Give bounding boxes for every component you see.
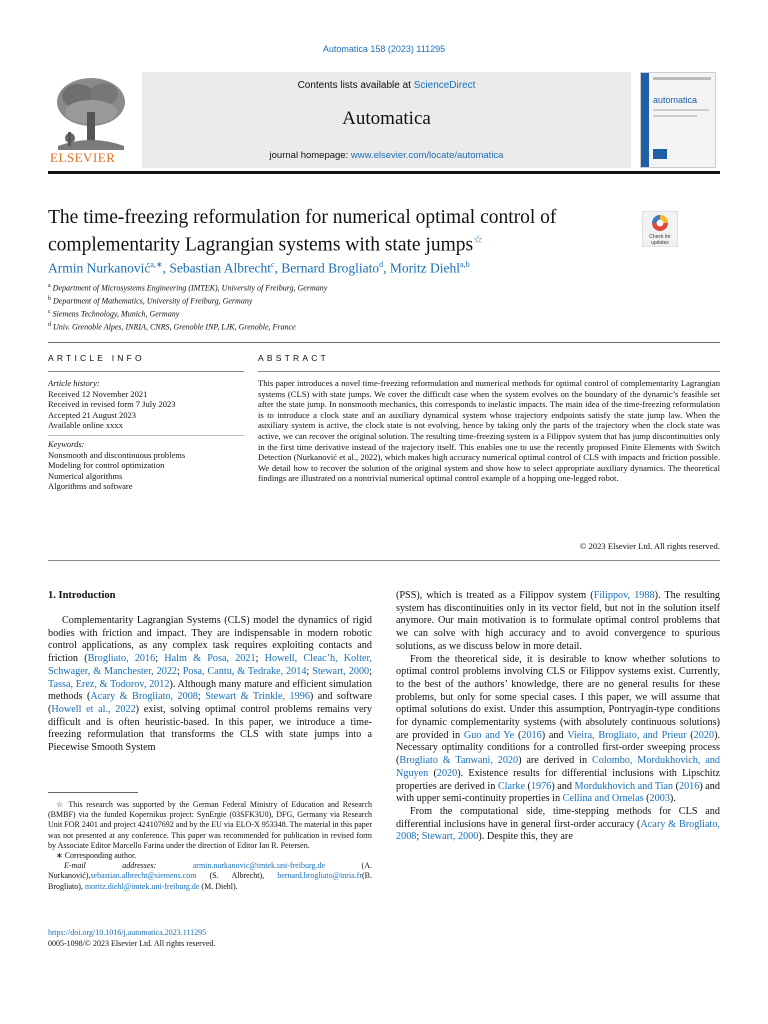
author-separator: , (274, 260, 282, 276)
funding-footnote-mark: ☆ (56, 800, 65, 809)
history-item: Received 12 November 2021 (48, 388, 148, 399)
abstract-text: This paper introduces a novel time-freezing reformulation and numerical methods for optimal control of complementarity Lagrangian systems (CLS) with state jumps. We cover the difficult case when the system evolves on the boundary of the dynamic’s feasible set after the state jump. In nonsmooth mechanics, this corresponds to inelastic impacts. The main idea of the time-freezing reformulation is to introduce a clock state and an auxiliary dynamical system whose trajectory endpoints satisfy the state jump law. When the auxiliary system is active, the clock state is not evolving, hence by taking only the parts of the trajectory when the clock state was active, we can recover the original solution. The resulting time-freezing system is a Filippov system that has jump discontinuities only in the first time derivative instead of the trajectory itself. This enables one to use the recently proposed Finite Elements with Switch Detection (Nurkanović et al., 2022), which makes high accuracy numerical optimal control of CLS with impacts and friction possible. We detail how to recover the solution of the original system and show how to select appropriate auxiliary dynamics. The theoretical findings are illustrated on a nontrivial numerical optimal control example of a hopping one-legged robot. (258, 378, 720, 484)
homepage-link[interactable]: www.elsevier.com/locate/automatica (350, 150, 504, 161)
text-run: ( (686, 729, 694, 741)
email-label: E-mail addresses: (64, 861, 157, 871)
history-item: Received in revised form 7 July 2023 (48, 399, 176, 410)
corresponding-text: Corresponding author. (64, 851, 137, 861)
info-separator (48, 435, 244, 436)
text-run: ) and software ( (48, 691, 372, 715)
doi-block (48, 928, 215, 949)
badge-line-2: updates (651, 240, 669, 246)
citation-link[interactable]: 2016 (521, 729, 542, 741)
citation-link[interactable]: Stewart, 2000 (421, 831, 479, 843)
badge-line-1: Check for (649, 234, 671, 240)
affiliation-item (48, 307, 327, 320)
history-label: Article history: (48, 378, 100, 388)
affiliation-key: a (48, 283, 51, 289)
email-link[interactable]: moritz.diehl@imtek.uni-freiburg.de (84, 881, 200, 891)
intro-paragraph (48, 615, 372, 755)
citation-link[interactable]: Tassa, Erez, & Todorov, 2012 (48, 678, 170, 690)
cover-line (653, 115, 697, 117)
citation-link[interactable]: 2016 (678, 780, 700, 792)
text-run: ). Existence results for differential inclusions with Lipschitz properties are derived in (396, 767, 720, 792)
citation-link[interactable]: Brogliato & Tanwani, 2020 (399, 755, 519, 767)
citation-link[interactable]: Howell, Cleac’h, Kolter, Schwager, & Manchester, 2022 (48, 653, 372, 677)
email-owner: (B. Brogliato), (48, 871, 372, 891)
affiliation-item (48, 294, 327, 307)
text-run: ). Despite this, they are (478, 831, 573, 843)
text-run: ). Although many mature and efficient simulation methods ( (48, 678, 372, 703)
history-list (48, 389, 244, 431)
author-name[interactable]: Armin Nurkanović (48, 260, 151, 276)
email-footnote (48, 861, 372, 892)
email-owner: (M. Diehl). (199, 881, 238, 891)
check-for-updates-badge[interactable] (642, 211, 678, 247)
citation-link[interactable]: 2020 (436, 767, 458, 779)
article-info-body (48, 378, 244, 492)
history-item: Accepted 21 August 2023 (48, 409, 137, 420)
citation-link[interactable]: Filippov, 1988 (593, 590, 655, 601)
text-run: ( (673, 780, 679, 792)
citation-link[interactable]: Halm & Posa, 2021 (164, 653, 256, 665)
text-run: ( (643, 793, 650, 805)
author-name[interactable]: Sebastian Albrecht (169, 260, 271, 276)
article-title (48, 206, 608, 257)
intro-paragraph (396, 806, 720, 844)
text-run: ) and with upper semi-continuity properties in (396, 780, 720, 805)
citation-link[interactable]: Clarke (497, 780, 525, 792)
corresponding-footnote (48, 851, 372, 861)
homepage-prefix: journal homepage: (269, 150, 351, 161)
text-run: ) exist, solving optimal control problems remains very difficult and is often heuristic-based. In this paper, we introduce a time-freezing reformulation that transforms the CLS with state jumps into a Piecewise Smooth System (48, 703, 372, 754)
cover-band (653, 77, 711, 80)
intro-paragraph (396, 590, 720, 654)
citation-link[interactable]: Brogliato, 2016 (87, 653, 156, 665)
author-separator: , (383, 260, 390, 276)
text-run: ; (155, 653, 165, 665)
abstract-heading: ABSTRACT (258, 353, 329, 363)
publisher-name: ELSEVIER (50, 150, 116, 165)
funding-footnote-text: This research was supported by the German Federal Ministry of Education and Research (BMBF) via the funded Kopernikus project: SynErgie (03SFK3U0), DFG, Germany via Research Unit FOR 2401 and project 424107692 and by the EU via ELO-X 953348. The material in this paper was not presented at any conference. This paper was recommended for publication in revised form by Associate Editor Marcello Farina under the direction of Editor Ian R. Petersen. (48, 800, 373, 850)
citation-link[interactable]: Colombo, Mordukhovich, and Nguyen (396, 755, 720, 779)
citation-link[interactable]: Acary & Brogliato, 2008 (396, 818, 720, 843)
affiliation-text: Siemens Technology, Munich, Germany (52, 309, 180, 319)
author-affiliation-mark[interactable]: a,b (460, 260, 470, 269)
text-run: ( (428, 767, 437, 779)
affiliation-item (48, 320, 327, 333)
journal-name: Automatica (342, 108, 431, 129)
citation-link[interactable]: 2003 (649, 793, 670, 805)
footnotes (48, 800, 372, 892)
text-run: From the computational side, time-stepping methods for CLS and differential inclusions have in general first-order accuracy ( (396, 805, 720, 830)
text-run: (PSS), which is treated as a Filippov system ( (396, 590, 594, 601)
keyword-list (48, 450, 244, 492)
text-run: ; (197, 691, 206, 703)
header-rule (48, 171, 720, 174)
right-column (396, 590, 720, 844)
text-run: From the theoretical side, it is desirable to know whether solutions to optimal control problems involving CLS or Filippov systems exist. Currently, to the best of the authors’ knowledge, there are no general results for these problems, but only for some special cases. I this paper, we will assume that optimal solutions do exist. Under this assumption, Pontryagin-type conditions for dynamic complementarity systems (with absolutely continuous solutions) are provided in (396, 653, 720, 741)
affiliation-key: c (48, 309, 51, 316)
text-run: ) and (541, 729, 568, 741)
text-run: ). The resulting system has discontinuities only in its vector field, but not in the solution itself anymore. Our main motivation is to formulate optimal control problems that we can solve with high accuracy and to avoid convergence to spurious solutions, as we discuss below in more detail. (396, 590, 721, 652)
email-owner: (S. Albrecht), (196, 871, 278, 881)
text-run: ). Necessary optimality conditions for a controlled first-order sweeping process ( (396, 729, 721, 767)
text-run: ; (369, 665, 372, 677)
corresponding-mark: ∗ (56, 851, 63, 861)
author-affiliation-mark[interactable]: d (379, 260, 384, 269)
elsevier-logo (48, 72, 134, 164)
keyword-item: Nonsmooth and discontinuous problems (48, 449, 186, 460)
affiliation-list (48, 281, 327, 334)
citation-link[interactable]: Guo and Ye (463, 729, 515, 741)
abstract-rule (258, 371, 720, 372)
text-run: ( (514, 729, 522, 741)
doi-link[interactable]: https://doi.org/10.1016/j.automatica.2023.111295 (48, 928, 207, 937)
affiliation-key: d (48, 322, 51, 329)
keywords-label: Keywords: (48, 438, 85, 449)
author-affiliation-mark[interactable]: a,∗ (150, 260, 163, 269)
affiliation-text: Department of Mathematics, University of Freiburg, Germany (53, 296, 253, 306)
citation-link[interactable]: 2020 (693, 729, 715, 741)
text-run: ; (416, 831, 422, 843)
text-run: ) and (551, 780, 575, 792)
text-run: ; (306, 665, 313, 677)
citation-link[interactable]: Howell et al., 2022 (51, 703, 136, 715)
cover-line (653, 109, 709, 111)
text-run: Complementarity Lagrangian Systems (CLS) model the dynamics of rigid bodies with friction and impact. They are indispensable in modern robotic control applications, as any complex task requires exploiting contacts and friction ( (48, 615, 372, 665)
title-footnote-mark[interactable]: ☆ (473, 234, 483, 246)
email-link[interactable]: armin.nurkanovic@imtek.uni-freiburg.de (192, 861, 326, 871)
cover-title: automatica (653, 95, 698, 105)
text-run: ) are derived in (518, 755, 592, 767)
funding-footnote (48, 800, 372, 851)
text-run: ; (177, 665, 183, 677)
citation-link[interactable]: Posa, Cantu, & Tedrake, 2014 (182, 665, 307, 677)
title-line-2: complementarity Lagrangian systems with state jumps (48, 234, 474, 256)
email-owner: (A. Nurkanović), (48, 861, 372, 881)
journal-reference-link[interactable]: Automatica 158 (2023) 111295 (322, 44, 446, 54)
keyword-item: Modeling for control optimization (48, 460, 165, 471)
intro-paragraph (396, 654, 720, 806)
issn-line: 0005-1098/© 2023 Elsevier Ltd. All rights reserved. (48, 938, 216, 948)
text-run: ). (669, 793, 676, 805)
citation-link[interactable]: Mordukhovich and Tian (574, 780, 674, 792)
author-separator: , (162, 260, 170, 276)
citation-link[interactable]: Stewart, 2000 (312, 665, 370, 677)
author-name[interactable]: Moritz Diehl (389, 260, 461, 276)
cover-spine (641, 73, 649, 167)
cover-emblem (653, 149, 667, 159)
author-affiliation-mark[interactable]: c (270, 260, 275, 269)
keyword-item: Numerical algorithms (48, 470, 123, 481)
abstract-bottom-rule (48, 560, 720, 561)
email-link[interactable]: bernard.brogliato@inria.fr (277, 871, 362, 881)
citation-link[interactable]: 1976 (530, 780, 552, 792)
title-line-1: The time-freezing reformulation for numerical optimal control of (48, 207, 557, 228)
affiliation-key: b (48, 296, 51, 303)
contents-prefix: Contents lists available at (297, 80, 414, 91)
sciencedirect-link[interactable]: ScienceDirect (413, 80, 476, 91)
homepage-line (142, 150, 631, 161)
article-info-rule (48, 371, 244, 372)
affiliation-item (48, 281, 327, 294)
footnote-rule (48, 792, 138, 793)
contents-line (142, 80, 631, 91)
history-item: Available online xxxx (48, 420, 123, 431)
author-name[interactable]: Bernard Brogliato (281, 260, 380, 276)
text-run: ( (525, 780, 531, 792)
journal-cover-thumbnail[interactable] (640, 72, 716, 168)
left-column (48, 615, 372, 755)
text-run: ; (255, 653, 265, 665)
affiliation-text: Univ. Grenoble Alpes, INRIA, CNRS, Grenoble INP, LJK, Grenoble, France (53, 323, 296, 333)
abstract-copyright: © 2023 Elsevier Ltd. All rights reserved. (579, 541, 720, 551)
citation-link[interactable]: Stewart & Trinkle, 1996 (205, 691, 310, 703)
citation-link[interactable]: Cellina and Ornelas (562, 793, 644, 805)
introduction-heading: 1. Introduction (48, 590, 116, 601)
author-list (48, 260, 470, 277)
email-link[interactable]: sebastian.albrecht@siemens.com (90, 871, 197, 881)
affiliation-text: Department of Microsystems Engineering (IMTEK), University of Freiburg, Germany (52, 283, 328, 293)
citation-link[interactable]: Acary & Brogliato, 2008 (90, 691, 198, 703)
article-info-heading: ARTICLE INFO (48, 353, 145, 363)
section-rule (48, 342, 720, 343)
citation-link[interactable]: Vieira, Brogliato, and Prieur (567, 729, 687, 741)
keyword-item: Algorithms and software (48, 481, 133, 492)
